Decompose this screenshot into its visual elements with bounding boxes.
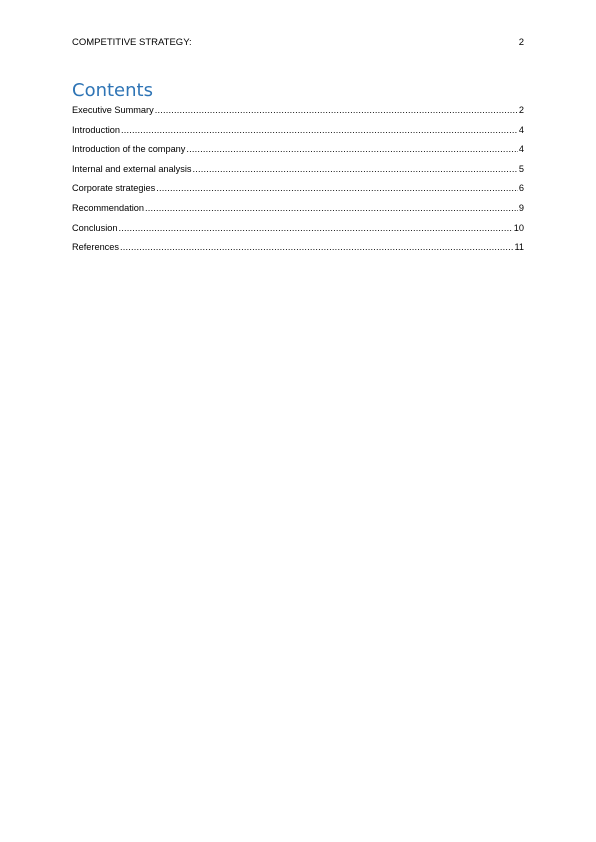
table-of-contents [72,103,524,260]
page-header [72,36,524,50]
toc-entry-corporate-strategies[interactable] [72,181,524,201]
toc-entry-page: 9 [518,202,524,213]
toc-entry-page: 4 [518,124,524,135]
header-page-number: 2 [518,37,524,48]
toc-entry-page: 11 [514,242,524,253]
toc-entry-page: 6 [518,183,524,194]
toc-entry-references[interactable] [72,240,524,260]
toc-heading: Contents [72,80,153,101]
toc-entry-conclusion[interactable] [72,221,524,241]
toc-entry-label: Introduction [72,124,121,135]
toc-leader-dots [118,221,512,235]
toc-leader-dots [145,201,518,215]
toc-leader-dots [186,142,517,156]
toc-leader-dots [155,103,518,117]
toc-leader-dots [120,240,513,254]
toc-entry-label: Executive Summary [72,105,154,115]
toc-leader-dots [156,181,518,195]
toc-entry-recommendation[interactable] [72,201,524,221]
toc-entry-introduction[interactable] [72,123,524,143]
toc-entry-page: 4 [518,144,524,155]
toc-entry-label: Internal and external analysis [72,163,192,174]
toc-leader-dots [193,162,518,176]
toc-entry-page: 5 [518,163,524,174]
toc-entry-page: 10 [513,222,524,233]
toc-entry-label: Recommendation [72,202,145,213]
toc-entry-label: Conclusion [72,222,118,233]
toc-entry-label: References [72,242,119,253]
toc-entry-executive-summary[interactable] [72,103,524,123]
header-title: COMPETITIVE STRATEGY: [72,37,192,48]
toc-entry-internal-external-analysis[interactable] [72,162,524,182]
toc-entry-introduction-of-the-company[interactable] [72,142,524,162]
toc-entry-label: Corporate strategies [72,183,156,194]
toc-entry-page: 2 [518,105,524,115]
toc-leader-dots [121,123,518,137]
toc-entry-label: Introduction of the company [72,144,186,155]
